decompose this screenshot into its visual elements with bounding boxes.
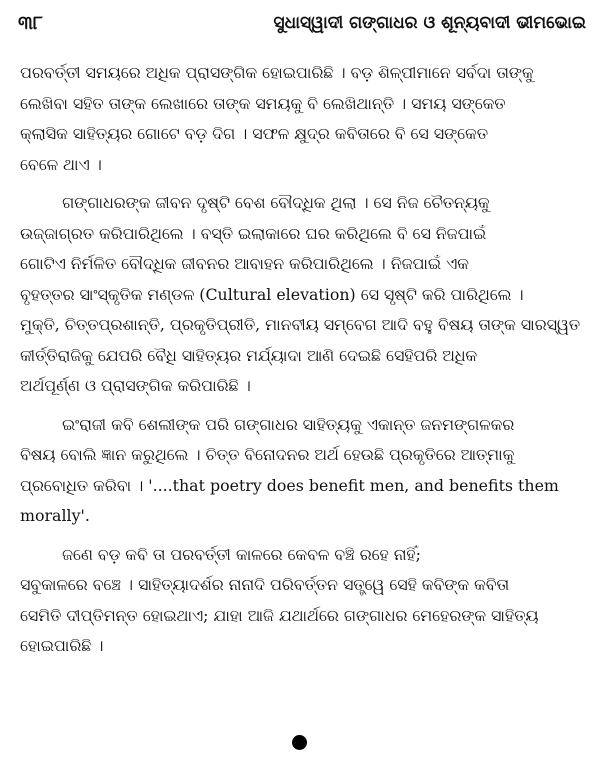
text-line: ଜଣେ ବଡ଼ କବି ତା ପରବର୍ତ୍ତୀ କାଳରେ କେବଳ ବଞ୍ଚି ରହେ ନାହିଁ; bbox=[62, 544, 421, 564]
page-header bbox=[18, 6, 586, 40]
page-number: ୩୮ bbox=[18, 12, 43, 34]
text-line: ବୃହତ୍ତର ସାଂସ୍କୃତିକ ମଣ୍ଡଳ (Cultural elevation) ସେ ସୃଷ୍ଟି କରି ପାରିଥିଲେ । bbox=[20, 284, 524, 304]
text-line: ଲେଖିବା ସହିତ ତାଙ୍କ ଲେଖାରେ ତାଙ୍କ ସମୟକୁ ବି ଲେଖିଥାନ୍ତି । ସମୟ ସଙ୍କେତ bbox=[20, 93, 506, 113]
text-line: ମୁକ୍ତି, ଚିତ୍ତପ୍ରଶାନ୍ତି, ପ୍ରକୃତିପ୍ରୀତି, ମାନବୀୟ ସମ୍ବେଗ ଆଦି ବହୁ ବିଷୟ ତାଙ୍କ ସାରସ୍ୱତ bbox=[20, 315, 581, 334]
text-line: କ୍ଲାସିକ ସାହିତ୍ୟର ଗୋଟେ ବଡ଼ ଦିଗ । ସଫଳ କ୍ଷୁଦ୍ର କବିତାରେ ବି ସେ ସଙ୍କେତ bbox=[20, 124, 488, 143]
text-line: morally'. bbox=[20, 506, 90, 525]
paragraph-2 bbox=[20, 188, 588, 402]
paragraph-1 bbox=[20, 58, 588, 180]
paragraph-3 bbox=[20, 410, 588, 532]
text-line: ପ୍ରବୋଧିତ କରିବା । '....that poetry does benefit men, and benefits them bbox=[20, 475, 559, 495]
text-line: କୀର୍ତ୍ତିରାଜିକୁ ଯେପରି ବୈଧି ସାହିତ୍ୟର ମର୍ଯ୍ୟାଦା ଆଣି ଦେଇଛି ସେହିପରି ଅଧିକ bbox=[20, 345, 478, 365]
bullet-ornament bbox=[292, 735, 307, 750]
text-line: ଗୋଟିଏ ନିର୍ମଳିତ ବୌଦ୍ଧିକ ଜୀବନର ଆବାହନ କରିପାରିଥିଲେ । ନିଜପାଇଁ ଏକ bbox=[20, 254, 469, 273]
text-line: ସବୁକାଳରେ ବଞ୍ଚେ । ସାହିତ୍ୟାଦର୍ଶର ନାନାଦି ପରିବର୍ତ୍ତନ ସତ୍ତ୍ୱେ ସେହି କବିଙ୍କ କବିତା bbox=[20, 575, 510, 594]
text-line: ଅର୍ଥପୂର୍ଣ୍ଣ ଓ ପ୍ରାସଙ୍ଗିକ କରିପାରିଛି । bbox=[20, 376, 251, 395]
text-line: ହୋଇପାରିଛି । bbox=[20, 636, 104, 655]
text-line: ବେଳେ ଥାଏ । bbox=[20, 154, 102, 174]
paragraph-4 bbox=[20, 540, 588, 662]
running-title: ସୁଧାସ୍ୱାଦୀ ଗଙ୍ଗାଧର ଓ ଶୂନ୍ୟବାଦୀ ଭୀମଭୋଇ bbox=[273, 13, 586, 33]
body-text bbox=[20, 58, 588, 662]
text-line: ସେମିତି ଦୀପ୍ତିମନ୍ତ ହୋଇଥାଏ; ଯାହା ଆଜି ଯଥାର୍ଥରେ ଗଙ୍ଗାଧର ମେହେରଙ୍କ ସାହିତ୍ୟ bbox=[20, 605, 539, 625]
text-line: ଇଂରାଜୀ କବି ଶେଲୀଙ୍କ ପରି ଗଙ୍ଗାଧର ସାହିତ୍ୟକୁ ଏକାନ୍ତ ଜନମଙ୍ଗଳକର bbox=[62, 414, 515, 434]
text-line: ପରବର୍ତ୍ତୀ ସମୟରେ ଅଧିକ ପ୍ରାସଙ୍ଗିକ ହୋଇପାରିଛି । ବଡ଼ ଶିଳ୍ପୀମାନେ ସର୍ବଦା ତାଙ୍କୁ bbox=[20, 63, 534, 82]
text-line: ଗଙ୍ଗାଧରଙ୍କ ଜୀବନ ଦୃଷ୍ଟି ବେଶ ବୌଦ୍ଧିକ ଥିଲା । ସେ ନିଜ ଚୈତନ୍ୟକୁ bbox=[62, 193, 490, 212]
text-line: ଉଜ୍ଜାଗ୍ରତ କରିପାରିଥିଲେ । ବସ୍ତି ଇଲାକାରେ ଘର କରିଥିଲେ ବି ସେ ନିଜପାଇଁ bbox=[20, 223, 487, 243]
text-line: ବିଷୟ ବୋଲି ଜ୍ଞାନ କରୁଥିଲେ । ଚିତ୍ତ ବିନୋଦନର ଅର୍ଥ ହେଉଛି ପ୍ରକୃତିରେ ଆତ୍ମାକୁ bbox=[20, 445, 515, 464]
